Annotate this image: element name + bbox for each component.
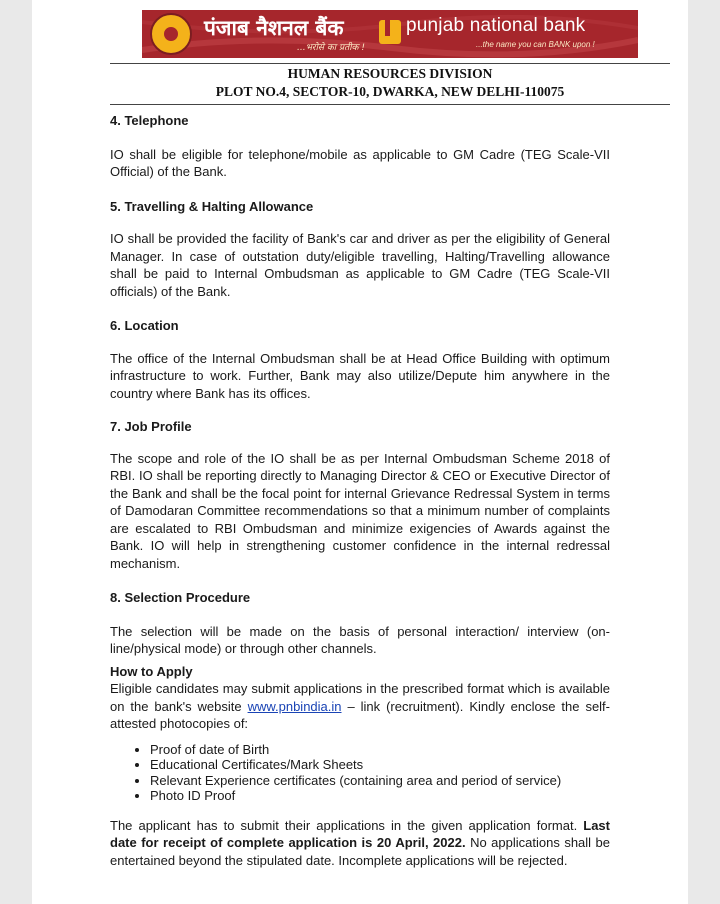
document-page [32,0,688,904]
section-text-job-profile: The scope and role of the IO shall be as per Internal Ombudsman Scheme 2018 of RBI. IO shall be reporting directly to Managing Director & CEO or Executive Director of the Bank and shall be the focal point for internal Grievance Redressal System in terms of Damodaran Committee recommendations so that a minimum number of complaints are escalated to RBI Ombudsman and minimize exigencies of Awards against the Bank. IO will help in strengthening customer confidence in the internal redressal mechanism. [110,450,610,571]
section-text-travel: IO shall be provided the facility of Bank's car and driver as per the eligibility of General Manager. In case of outstation duty/eligible travelling, Halting/Travelling allowance shall be paid to Internal Ombudsman as applicable to GM Cadre (TEG Scale-VII officials) of the Bank. [110,231,610,299]
list-item: • Relevant Experience certificates (containing area and period of service) [150,773,610,789]
list-item: • Educational Certificates/Mark Sheets [150,757,610,773]
closing-text: The applicant has to submit their applications in the given application format. Last date for receipt of complete application is 20 April, 2022. No applications shall be entertained beyond the stipulated date. Incomplete applications will be rejected. [110,817,611,868]
list-item: • Photo ID Proof [150,788,610,804]
section-heading-location: 6. Location [110,318,179,333]
required-documents-list [110,742,610,804]
section-text-selection: The selection will be made on the basis of personal interaction/ interview (on-line/physical mode) or through other channels. [110,623,610,656]
division-title: HUMAN RESOURCES DIVISION [287,66,493,81]
how-to-apply-text: Eligible candidates may submit applications in the prescribed format which is available on the bank's website www.pnbindia.in – link (recruitment). Kindly enclose the self-attested photocopies of: [110,681,610,731]
website-link[interactable]: www.pnbindia.in [247,698,342,714]
list-item: • Proof of date of Birth [150,742,610,758]
how-to-apply-heading: How to Apply [110,663,193,679]
bank-name-hindi: पंजाब नैशनल बैंक [204,16,344,40]
pnb-logo-icon [379,20,401,44]
bank-name-english: punjab national bank [406,15,586,36]
section-heading-telephone: 4. Telephone [110,113,189,128]
section-heading-travel: 5. Travelling & Halting Allowance [110,198,314,214]
section-heading-job-profile: 7. Job Profile [110,419,192,434]
last-date-notice: Last date for receipt of complete application is 20 April, 2022. [110,817,610,850]
section-text-telephone: IO shall be eligible for telephone/mobile as applicable to GM Cadre (TEG Scale-VII Official) of the Bank. [110,146,610,179]
header-divider-bottom [110,104,670,105]
section-text-location: The office of the Internal Ombudsman shall be at Head Office Building with optimum infrastructure to work. Further, Bank may also utilize/Depute him anywhere in the country where Bank has its offices. [110,350,610,401]
header-divider-top [110,63,670,64]
bank-tagline-english: ...the name you can BANK upon ! [476,40,595,49]
bank-logo-banner [142,10,638,58]
document-body [110,109,610,869]
section-heading-selection: 8. Selection Procedure [110,590,251,605]
bank-emblem-icon [150,13,192,55]
office-address: PLOT NO.4, SECTOR-10, DWARKA, NEW DELHI-110075 [215,84,565,99]
bank-tagline-hindi: ...भरोसे का प्रतीक ! [297,43,365,53]
